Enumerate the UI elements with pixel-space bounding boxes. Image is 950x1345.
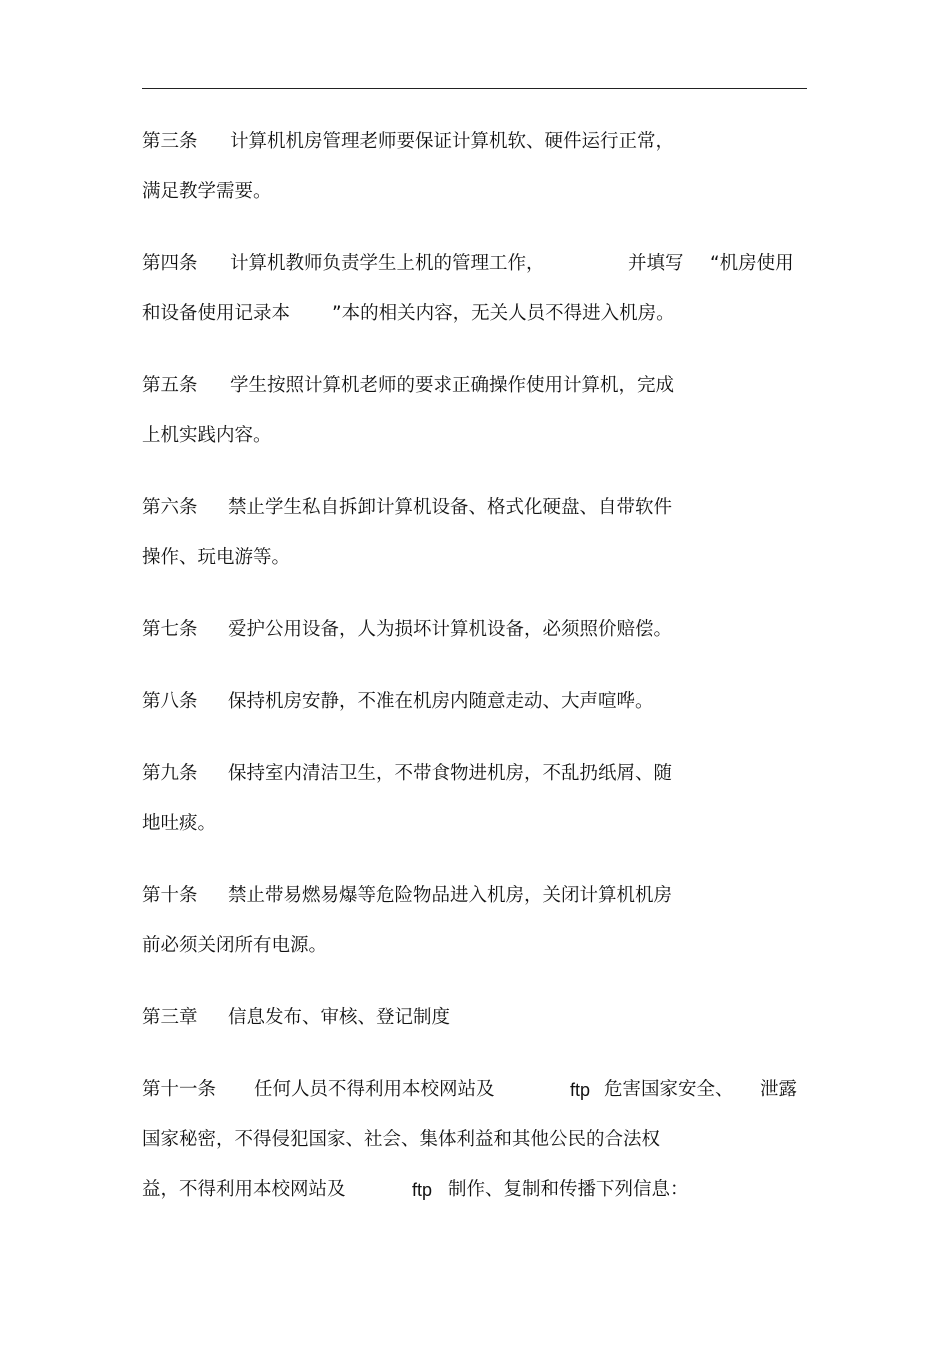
article-9-text: 保持室内清洁卫生，不带食物进机房，不乱扔纸屑、随 — [228, 763, 673, 784]
article-6-text-cont: 操作、玩电游等。 — [142, 547, 291, 568]
article-4-text-d: 和设备使用记录本 — [142, 303, 291, 324]
article-6-line-1 — [142, 496, 673, 520]
article-11-line-3 — [142, 1178, 689, 1202]
article-11-number: 第十一条 — [142, 1079, 217, 1100]
article-3-line-1 — [142, 130, 675, 154]
article-5-text: 学生按照计算机老师的要求正确操作使用计算机，完成 — [230, 375, 675, 396]
article-7-line — [142, 618, 673, 642]
article-11-text-d: 国家秘密，不得侵犯国家、社会、集体利益和其他公民的合法权 — [142, 1129, 661, 1150]
article-9-line-1 — [142, 762, 673, 786]
article-3-text-cont: 满足教学需要。 — [142, 181, 272, 202]
article-5-text-cont: 上机实践内容。 — [142, 425, 272, 446]
article-4-number: 第四条 — [142, 253, 198, 274]
article-9-number: 第九条 — [142, 763, 198, 784]
article-4-text-b: 并填写 — [628, 253, 684, 274]
article-4-text-e: ”本的相关内容，无关人员不得进入机房。 — [332, 303, 675, 324]
article-3-line-2 — [142, 180, 272, 204]
article-3-text: 计算机机房管理老师要保证计算机软、硬件运行正常， — [230, 131, 675, 152]
article-11-text-c: 泄露 — [760, 1079, 798, 1100]
article-6-text: 禁止学生私自拆卸计算机设备、格式化硬盘、自带软件 — [228, 497, 673, 518]
article-10-line-1 — [142, 884, 673, 908]
article-6-number: 第六条 — [142, 497, 198, 518]
chapter-3-number: 第三章 — [142, 1007, 198, 1028]
article-11-text-e: 益，不得利用本校网站及 — [142, 1179, 346, 1200]
article-8-number: 第八条 — [142, 691, 198, 712]
article-8-text: 保持机房安静，不准在机房内随意走动、大声喧哗。 — [228, 691, 654, 712]
article-4-text-c: “机房使用 — [710, 253, 794, 274]
article-10-line-2 — [142, 934, 328, 958]
article-11-text-b: 危害国家安全、 — [604, 1079, 734, 1100]
article-11-text-f: 制作、复制和传播下列信息： — [448, 1179, 689, 1200]
article-4-text: 计算机教师负责学生上机的管理工作， — [230, 253, 545, 274]
article-6-line-2 — [142, 546, 291, 570]
chapter-3-title: 信息发布、审核、登记制度 — [228, 1007, 451, 1028]
article-7-number: 第七条 — [142, 619, 198, 640]
article-11-ftp: ftp — [570, 1080, 591, 1100]
article-5-number: 第五条 — [142, 375, 198, 396]
article-11-line-1 — [142, 1078, 798, 1102]
article-5-line-1 — [142, 374, 675, 398]
article-10-number: 第十条 — [142, 885, 198, 906]
article-5-line-2 — [142, 424, 272, 448]
article-9-line-2 — [142, 812, 217, 836]
article-9-text-cont: 地吐痰。 — [142, 813, 217, 834]
header-rule — [142, 88, 807, 89]
article-3-number: 第三条 — [142, 131, 198, 152]
article-4-line-1 — [142, 252, 794, 276]
article-11-line-2 — [142, 1128, 661, 1152]
article-10-text: 禁止带易燃易爆等危险物品进入机房，关闭计算机机房 — [228, 885, 673, 906]
article-10-text-cont: 前必须关闭所有电源。 — [142, 935, 328, 956]
article-11-ftp-2: ftp — [412, 1180, 433, 1200]
article-7-text: 爱护公用设备，人为损坏计算机设备，必须照价赔偿。 — [228, 619, 673, 640]
chapter-3-heading — [142, 1006, 451, 1030]
article-8-line — [142, 690, 654, 714]
article-11-text: 任何人员不得利用本校网站及 — [254, 1079, 495, 1100]
article-4-line-2 — [142, 302, 675, 326]
